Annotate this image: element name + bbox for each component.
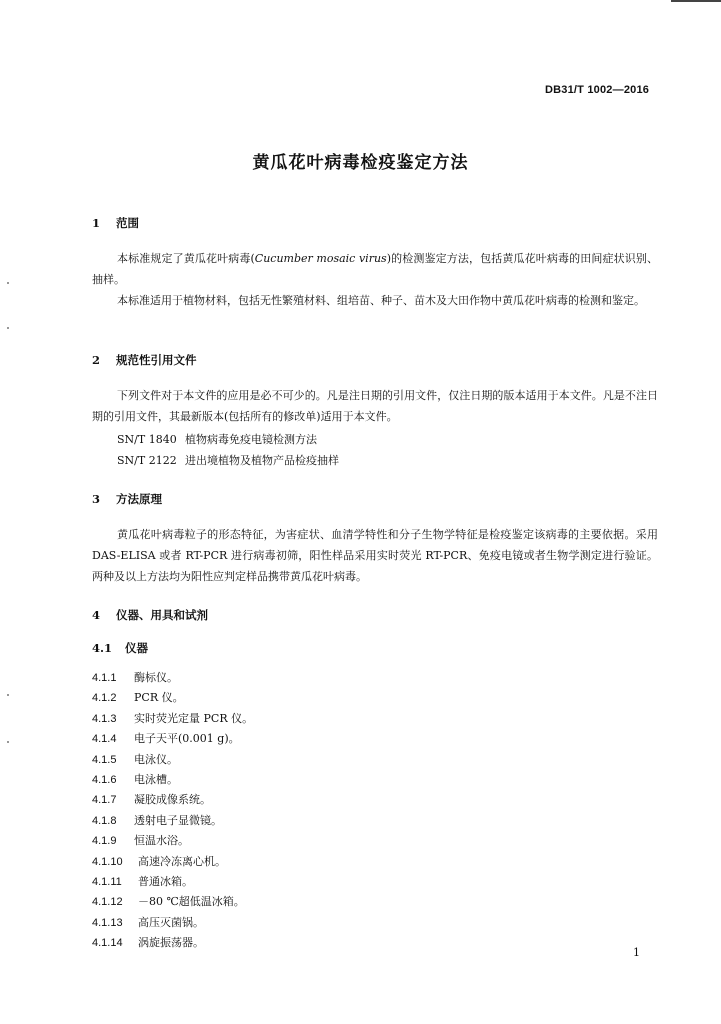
instrument-item (92, 710, 253, 726)
item-text: 实时荧光定量 PCR 仪。 (134, 712, 254, 725)
section-1-paragraph-2: 本标准适用于植物材料，包括无性繁殖材料、组培苗、种子、苗木及大田作物中黄瓜花叶病毒的检测和鉴定。 (117, 294, 645, 307)
item-text: 恒温水浴。 (134, 834, 189, 847)
document-code: DB31/T 1002—2016 (545, 84, 650, 96)
section-number: 4 (92, 608, 101, 622)
section-title: 规范性引用文件 (116, 353, 197, 367)
item-number: 4.1.1 (92, 672, 117, 684)
item-number: 4.1.3 (92, 713, 117, 725)
item-number: 4.1.2 (92, 692, 117, 704)
instrument-item (92, 812, 222, 828)
item-number: 4.1.8 (92, 815, 117, 827)
reference-item (117, 452, 339, 468)
item-text: 涡旋振荡器。 (138, 936, 204, 949)
instrument-item (92, 689, 184, 705)
item-number: 4.1.6 (92, 774, 117, 786)
item-text: 电子天平(0.001 g)。 (134, 732, 240, 745)
page-title: 黄瓜花叶病毒检疫鉴定方法 (252, 153, 469, 173)
item-text: －80 ℃超低温冰箱。 (138, 895, 245, 908)
item-text: 电泳槽。 (134, 773, 178, 786)
item-text: 凝胶成像系统。 (134, 793, 211, 806)
reference-item (117, 431, 317, 447)
item-number: 4.1.11 (92, 876, 122, 888)
item-text: 高速冷冻离心机。 (138, 855, 226, 868)
subsection-number: 4.1 (92, 641, 113, 655)
reference-title: 植物病毒免疫电镜检测方法 (185, 433, 317, 446)
item-text: 高压灭菌锅。 (138, 916, 204, 929)
item-number: 4.1.7 (92, 794, 117, 806)
item-text: 电泳仪。 (134, 753, 178, 766)
section-3-heading (92, 491, 162, 507)
section-number: 2 (92, 353, 101, 367)
instrument-item (92, 771, 178, 787)
section-1-heading (92, 215, 139, 231)
section-number: 1 (92, 216, 101, 230)
item-number: 4.1.13 (92, 917, 123, 929)
item-number: 4.1.14 (92, 937, 123, 949)
instrument-item (92, 730, 240, 746)
instrument-item (92, 914, 204, 930)
section-2-heading (92, 352, 197, 368)
item-text: 透射电子显微镜。 (134, 814, 222, 827)
scan-dot (7, 327, 9, 329)
instrument-item (92, 853, 226, 869)
instrument-item (92, 934, 204, 950)
item-number: 4.1.5 (92, 754, 117, 766)
instrument-item (92, 751, 178, 767)
text-run: 本标准规定了黄瓜花叶病毒( (117, 252, 255, 265)
section-2-paragraph-1: 下列文件对于本文件的应用是必不可少的。凡是注日期的引用文件，仅注日期的版本适用于本文件。凡是不注日期的引用文件，其最新版本(包括所有的修改单)适用于本文件。 (92, 389, 658, 423)
scan-dot (7, 282, 9, 284)
section-3-paragraph-1: 黄瓜花叶病毒粒子的形态特征，为害症状、血清学特性和分子生物学特征是检疫鉴定该病毒的主要依据。采用 DAS-ELISA 或者 RT-PCR 进行病毒初筛，阳性样品采用实时荧光 RT-PCR、免疫电镜或者生物学测定进行验证。两种及以上方法均为阳性应判定样品携带黄瓜花叶病毒。 (92, 528, 658, 583)
instrument-item (92, 893, 245, 909)
section-1-paragraph-1 (92, 248, 658, 290)
reference-code: SN/T 1840 (117, 433, 177, 446)
item-text: 普通冰箱。 (138, 875, 193, 888)
scan-dot (7, 694, 9, 696)
instrument-item (92, 669, 178, 685)
item-text: PCR 仪。 (134, 691, 184, 704)
instrument-item (92, 873, 193, 889)
section-title: 仪器、用具和试剂 (116, 608, 208, 622)
item-number: 4.1.10 (92, 856, 123, 868)
section-title: 方法原理 (116, 492, 162, 506)
scan-dot (7, 741, 9, 743)
text-run: )的检测鉴定方法，包括黄瓜花叶病毒的田间症状识别、抽样。 (92, 252, 658, 286)
section-number: 3 (92, 492, 101, 506)
reference-code: SN/T 2122 (117, 454, 177, 467)
subsection-4-1-heading (92, 640, 148, 656)
reference-title: 进出境植物及植物产品检疫抽样 (185, 454, 339, 467)
instrument-item (92, 791, 211, 807)
item-text: 酶标仪。 (134, 671, 178, 684)
item-number: 4.1.4 (92, 733, 117, 745)
item-number: 4.1.12 (92, 896, 123, 908)
instrument-item (92, 832, 189, 848)
scan-edge-line (671, 0, 721, 2)
section-4-heading (92, 607, 208, 623)
item-number: 4.1.9 (92, 835, 117, 847)
latin-name: Cucumber mosaic virus (254, 252, 387, 265)
subsection-title: 仪器 (125, 641, 148, 655)
page-number: 1 (633, 946, 640, 959)
section-title: 范围 (116, 216, 139, 230)
